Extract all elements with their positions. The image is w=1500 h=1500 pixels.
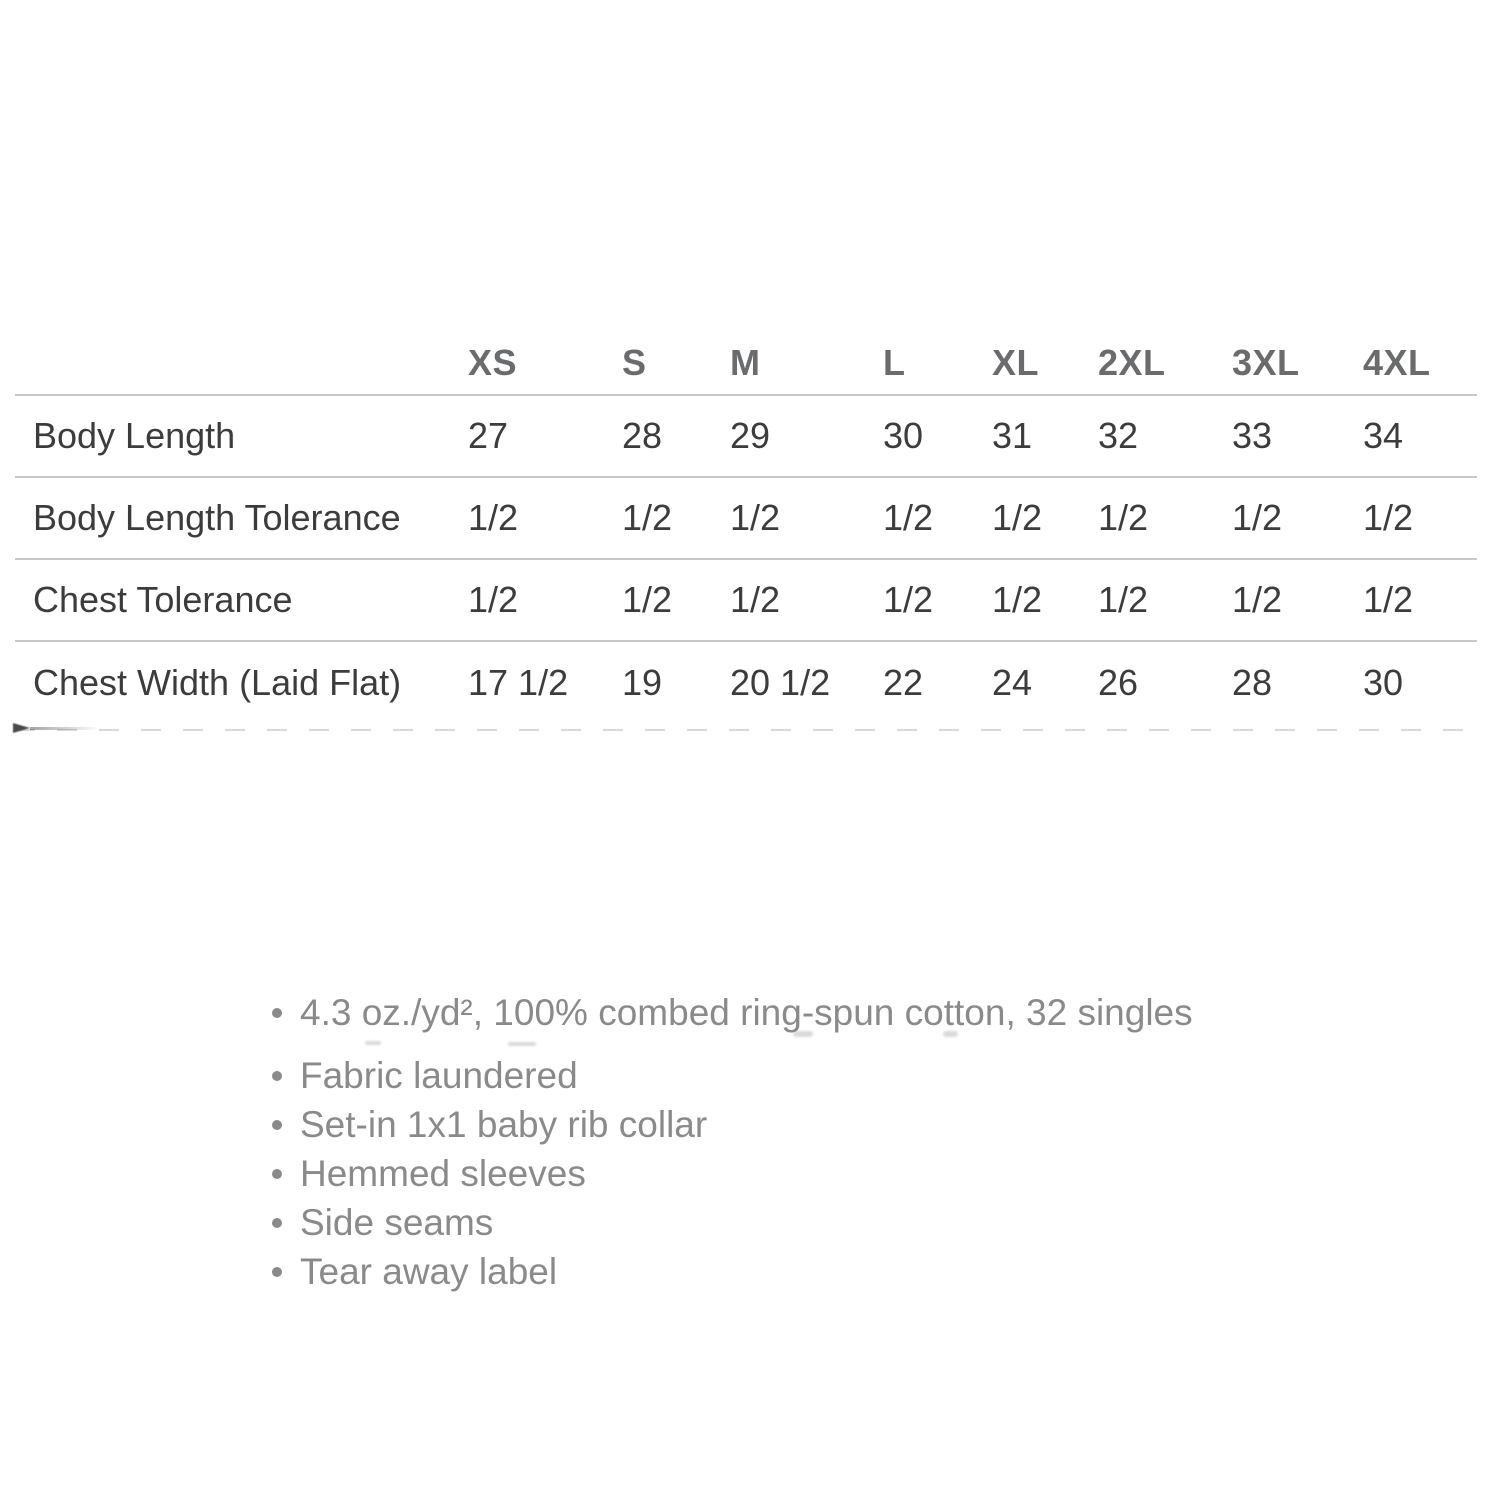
feature-text: Set-in 1x1 baby rib collar: [300, 1103, 708, 1145]
ghost-text-artifact: [508, 1042, 536, 1046]
table-row-chest-tolerance: [15, 559, 1477, 641]
cell-value: 1/2: [1098, 579, 1149, 620]
list-item: [272, 1198, 1193, 1247]
list-item: [272, 1100, 1193, 1149]
cell-value: 30: [1363, 661, 1404, 703]
cell-value: 29: [730, 415, 771, 456]
cell-value: 1/2: [730, 579, 781, 620]
feature-text: 4.3 oz./yd², 100% combed ring-spun cotton, 32 singles: [300, 991, 1193, 1033]
size-column-header-xs: XS: [468, 342, 518, 383]
cell-value: 27: [468, 415, 509, 456]
cell-value: 1/2: [1098, 497, 1149, 538]
cell-value: 30: [883, 415, 924, 456]
ghost-text-artifact: [365, 1041, 381, 1045]
cell-value: 34: [1363, 415, 1404, 456]
cursor-artifact-tail: [30, 727, 100, 730]
feature-text: Tear away label: [300, 1250, 558, 1292]
cell-value: 1/2: [992, 497, 1043, 538]
cell-value: 33: [1232, 415, 1273, 456]
table-row-chest-width: [15, 641, 1477, 723]
faded-table-bottom-border: [15, 729, 1477, 731]
list-item: [272, 1149, 1193, 1198]
size-column-header-m: M: [730, 342, 761, 383]
feature-text: Side seams: [300, 1201, 494, 1243]
cell-value: 1/2: [883, 497, 934, 538]
ghost-text-artifact: [793, 1031, 813, 1037]
bullet-icon: [272, 1071, 282, 1081]
cell-value: 22: [883, 661, 924, 703]
list-item: [272, 988, 1193, 1037]
list-item: [272, 1051, 1193, 1100]
cell-value: 28: [1232, 661, 1273, 703]
bullet-icon: [272, 1008, 282, 1018]
cell-value: 1/2: [1232, 497, 1283, 538]
cell-value: 1/2: [883, 579, 934, 620]
product-feature-list: [272, 988, 1193, 1296]
cell-value: 17 1/2: [468, 661, 569, 703]
row-label: Body Length Tolerance: [33, 497, 401, 538]
cell-value: 1/2: [468, 579, 519, 620]
feature-text: Hemmed sleeves: [300, 1152, 586, 1194]
size-column-header-4xl: 4XL: [1363, 342, 1431, 383]
row-label: Chest Width (Laid Flat): [33, 661, 402, 703]
cell-value: 31: [992, 415, 1033, 456]
size-column-header-xl: XL: [992, 342, 1040, 383]
cell-value: 20 1/2: [730, 661, 831, 703]
cell-value: 1/2: [468, 497, 519, 538]
bullet-icon: [272, 1120, 282, 1130]
cell-value: 28: [622, 415, 663, 456]
table-row-body-length: [15, 395, 1477, 477]
cell-value: 1/2: [622, 497, 673, 538]
cursor-artifact-icon: [13, 723, 30, 733]
cell-value: 26: [1098, 661, 1139, 703]
cell-value: 19: [622, 661, 663, 703]
size-column-header-2xl: 2XL: [1098, 342, 1166, 383]
cell-value: 1/2: [1232, 579, 1283, 620]
cell-value: 1/2: [622, 579, 673, 620]
table-row-body-length-tolerance: [15, 477, 1477, 559]
size-chart-corner-cell: [15, 337, 468, 395]
cell-value: 1/2: [730, 497, 781, 538]
size-column-header-l: L: [883, 342, 906, 383]
size-chart-header-row: [15, 337, 1477, 395]
cell-value: 1/2: [1363, 579, 1414, 620]
cell-value: 24: [992, 661, 1033, 703]
cell-value: 32: [1098, 415, 1139, 456]
bullet-icon: [272, 1169, 282, 1179]
ghost-text-artifact: [943, 1031, 958, 1037]
size-column-header-s: S: [622, 342, 647, 383]
size-column-header-3xl: 3XL: [1232, 342, 1300, 383]
feature-text: Fabric laundered: [300, 1054, 578, 1096]
cell-value: 1/2: [992, 579, 1043, 620]
size-chart-table: [15, 337, 1477, 723]
cell-value: 1/2: [1363, 497, 1414, 538]
bullet-icon: [272, 1218, 282, 1228]
list-item: [272, 1247, 1193, 1296]
bullet-icon: [272, 1267, 282, 1277]
row-label: Chest Tolerance: [33, 579, 293, 620]
row-label: Body Length: [33, 415, 236, 456]
